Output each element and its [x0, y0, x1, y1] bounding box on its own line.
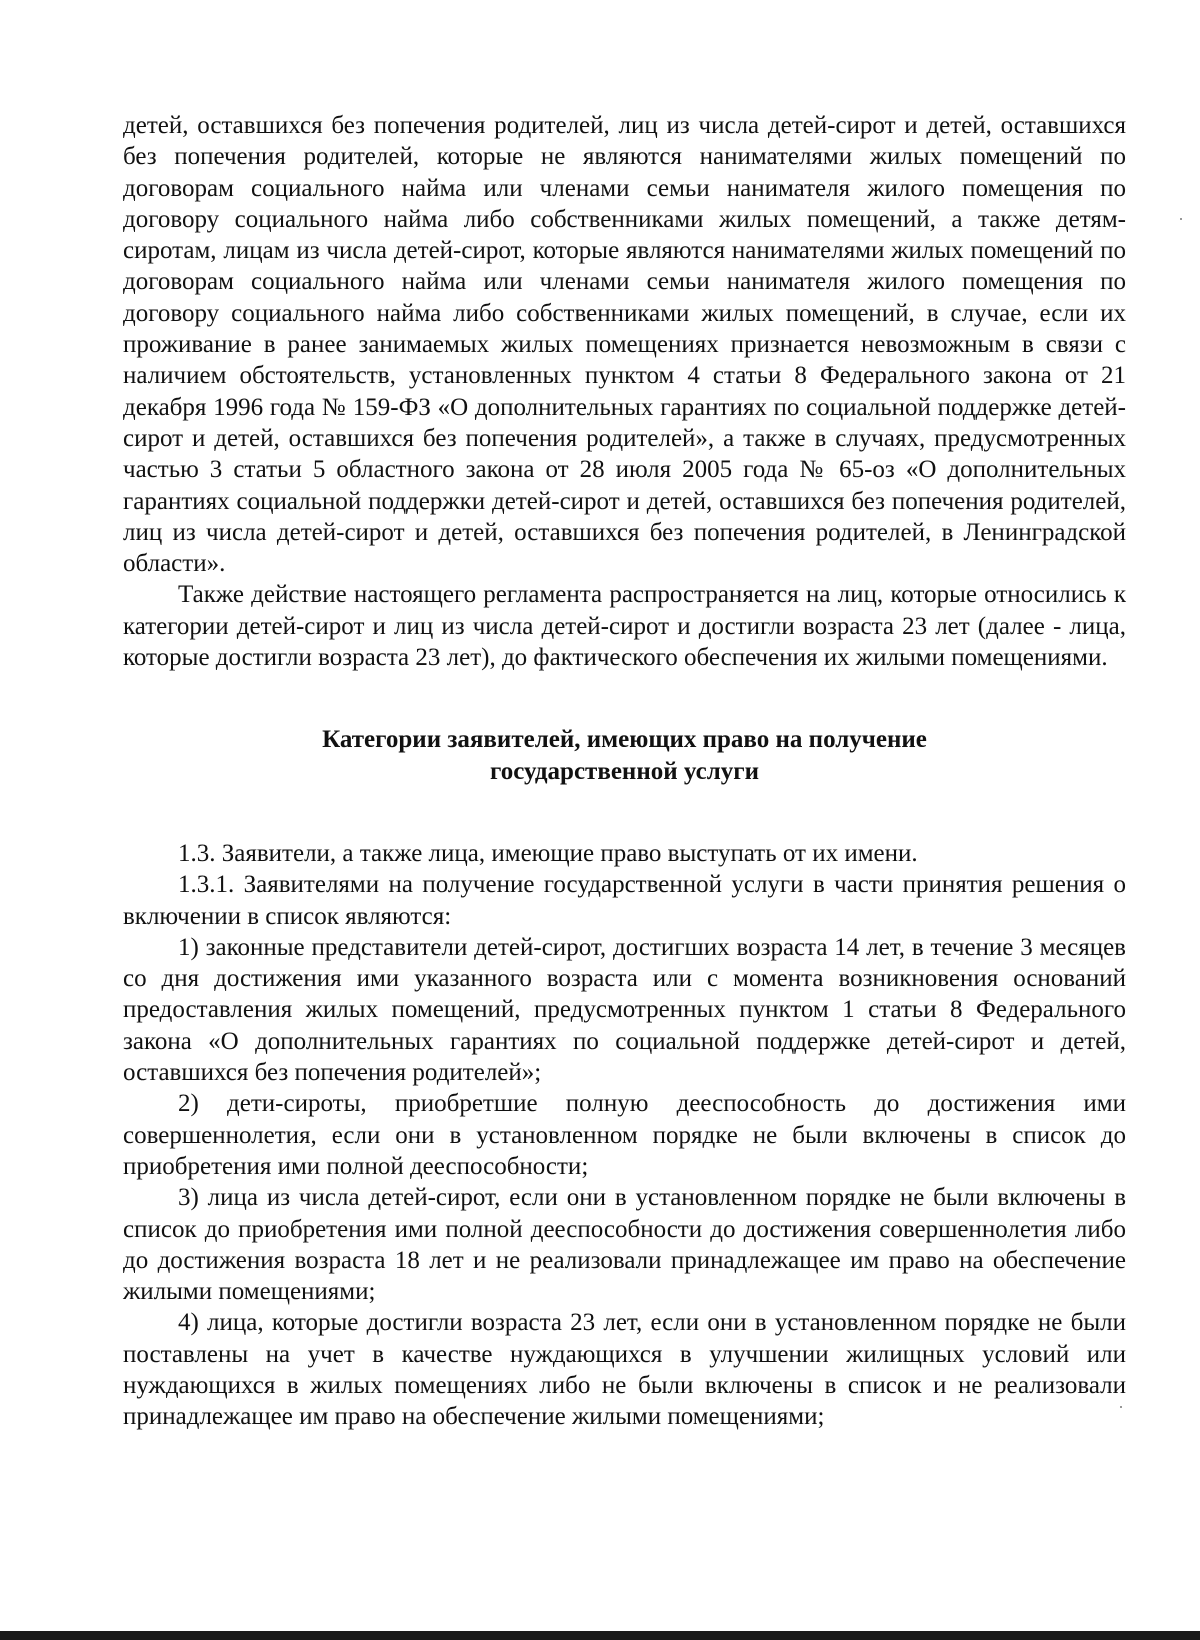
scan-border	[0, 1631, 1200, 1640]
list-item-4: 4) лица, которые достигли возраста 23 лет, если они в установленном порядке не были поставлены на учет в качестве нуждающихся в улучшении жилищных условий или нуждающихся в жилых помещениях либо не были включены в список и не реализовали принадлежащее им право на обеспечение жилыми помещениями;	[123, 1309, 1126, 1431]
section-heading-line-2: государственной услуги	[489, 757, 760, 785]
document-page	[123, 110, 1126, 1433]
clause-1-3: 1.3. Заявители, а также лица, имеющие право выступать от их имени.	[178, 839, 918, 867]
extension-paragraph: Также действие настоящего регламента распространяется на лиц, которые относились к категории детей-сирот и лиц из числа детей-сирот и достигли возраста 23 лет (далее - лица, которые достигли возраста 23 лет), до фактического обеспечения их жилыми помещениями.	[123, 581, 1126, 672]
list-item-1: 1) законные представители детей-сирот, достигших возраста 14 лет, в течение 3 месяцев со дня достижения ими указанного возраста или с момента возникновения оснований предоставления жилых помещений, предусмотренных пунктом 1 статьи 8 Федерального закона «О дополнительных гарантиях по социальной поддержке детей-сирот и детей, оставшихся без попечения родителей»;	[123, 933, 1126, 1087]
clause-1-3-1: 1.3.1. Заявителями на получение государственной услуги в части принятия решения о включении в список являются:	[123, 871, 1126, 930]
list-item-2: 2) дети-сироты, приобретшие полную дееспособность до достижения ими совершеннолетия, если они в установленном порядке не были включены в список до приобретения ими полной дееспособности;	[123, 1090, 1126, 1180]
section-heading-line-1: Категории заявителей, имеющих право на получение	[322, 726, 927, 754]
intro-paragraph: детей, оставшихся без попечения родителей, лиц из числа детей-сирот и детей, оставшихся без попечения родителей, которые не являются нанимателями жилых помещений по договорам социального найма или членами семьи нанимателя жилого помещения по договору социального найма либо собственниками жилых помещений, а также детям-сиротам, лицам из числа детей-сирот, которые являются нанимателями жилых помещений по договорам социального найма или членами семьи нанимателя жилого помещения по договору социального найма либо собственниками жилых помещений, в случае, если их проживание в ранее занимаемых жилых помещениях признается невозможным в связи с наличием обстоятельств, установленных пунктом 4 статьи 8 Федерального закона от 21 декабря 1996 года № 159-ФЗ «О дополнительных гарантиях по социальной поддержке детей-сирот и детей, оставшихся без попечения родителей», а также в случаях, предусмотренных частью 3 статьи 5 областного закона от 28 июля 2005 года № 65-оз «О дополнительных гарантиях социальной поддержки детей-сирот и детей, оставшихся без попечения родителей, лиц из числа детей-сирот и детей, оставшихся без попечения родителей, в Ленинградской области».	[123, 112, 1126, 578]
scan-speck	[1120, 1406, 1122, 1408]
section-heading	[123, 724, 1126, 787]
list-item-3: 3) лица из числа детей-сирот, если они в установленном порядке не были включены в список до приобретения ими полной дееспособности до достижения совершеннолетия либо до достижения возраста 18 лет и не реализовали принадлежащее им право на обеспечение жилыми помещениями;	[123, 1184, 1126, 1306]
scan-speck	[1180, 218, 1182, 220]
